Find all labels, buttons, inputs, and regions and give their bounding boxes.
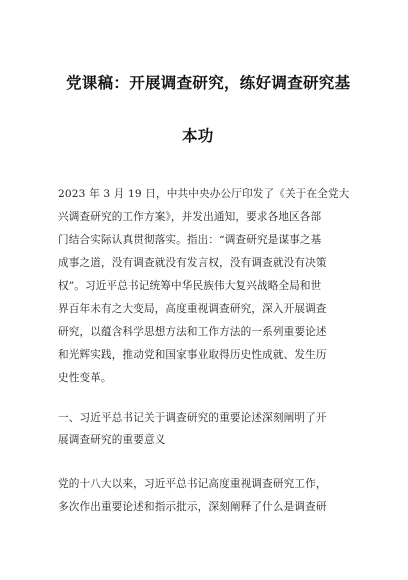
text-line: 2023 年 3 月 19 日，中共中央办公厅印发了《关于在全党大 xyxy=(58,188,350,200)
text-line: 权”。习近平总书记统筹中华民族伟大复兴战略全局和世 xyxy=(58,280,322,292)
text-line: 成事之道，没有调查就没有发言权，没有调查就没有决策 xyxy=(58,257,327,269)
document-title-line-2: 本功 xyxy=(182,127,214,145)
document-title-line-1: 党课稿：开展调查研究，练好调查研究基 xyxy=(66,74,351,92)
text-line: 界百年未有之大变局，高度重视调查研究，深入开展调查 xyxy=(58,303,327,315)
text-line: 兴调查研究的工作方案》，并发出通知，要求各地区各部 xyxy=(58,211,322,223)
text-line: 和光辉实践，推动党和国家事业取得历史性成就、发生历 xyxy=(58,349,327,361)
text-line: 多次作出重要论述和指示批示，深刻阐释了什么是调查研 xyxy=(58,501,327,513)
heading-line: 一、习近平总书记关于调查研究的重要论述深刻阐明了开 xyxy=(58,412,327,424)
text-line: 党的十八大以来，习近平总书记高度重视调查研究工作， xyxy=(58,478,327,490)
text-line: 史性变革。 xyxy=(58,372,112,384)
text-line: 研究，以蕴含科学思想方法和工作方法的一系列重要论述 xyxy=(58,326,327,338)
text-line: 门结合实际认真贯彻落实。指出：“调查研究是谋事之基 xyxy=(58,234,322,246)
heading-line: 展调查研究的重要意义 xyxy=(58,434,166,446)
